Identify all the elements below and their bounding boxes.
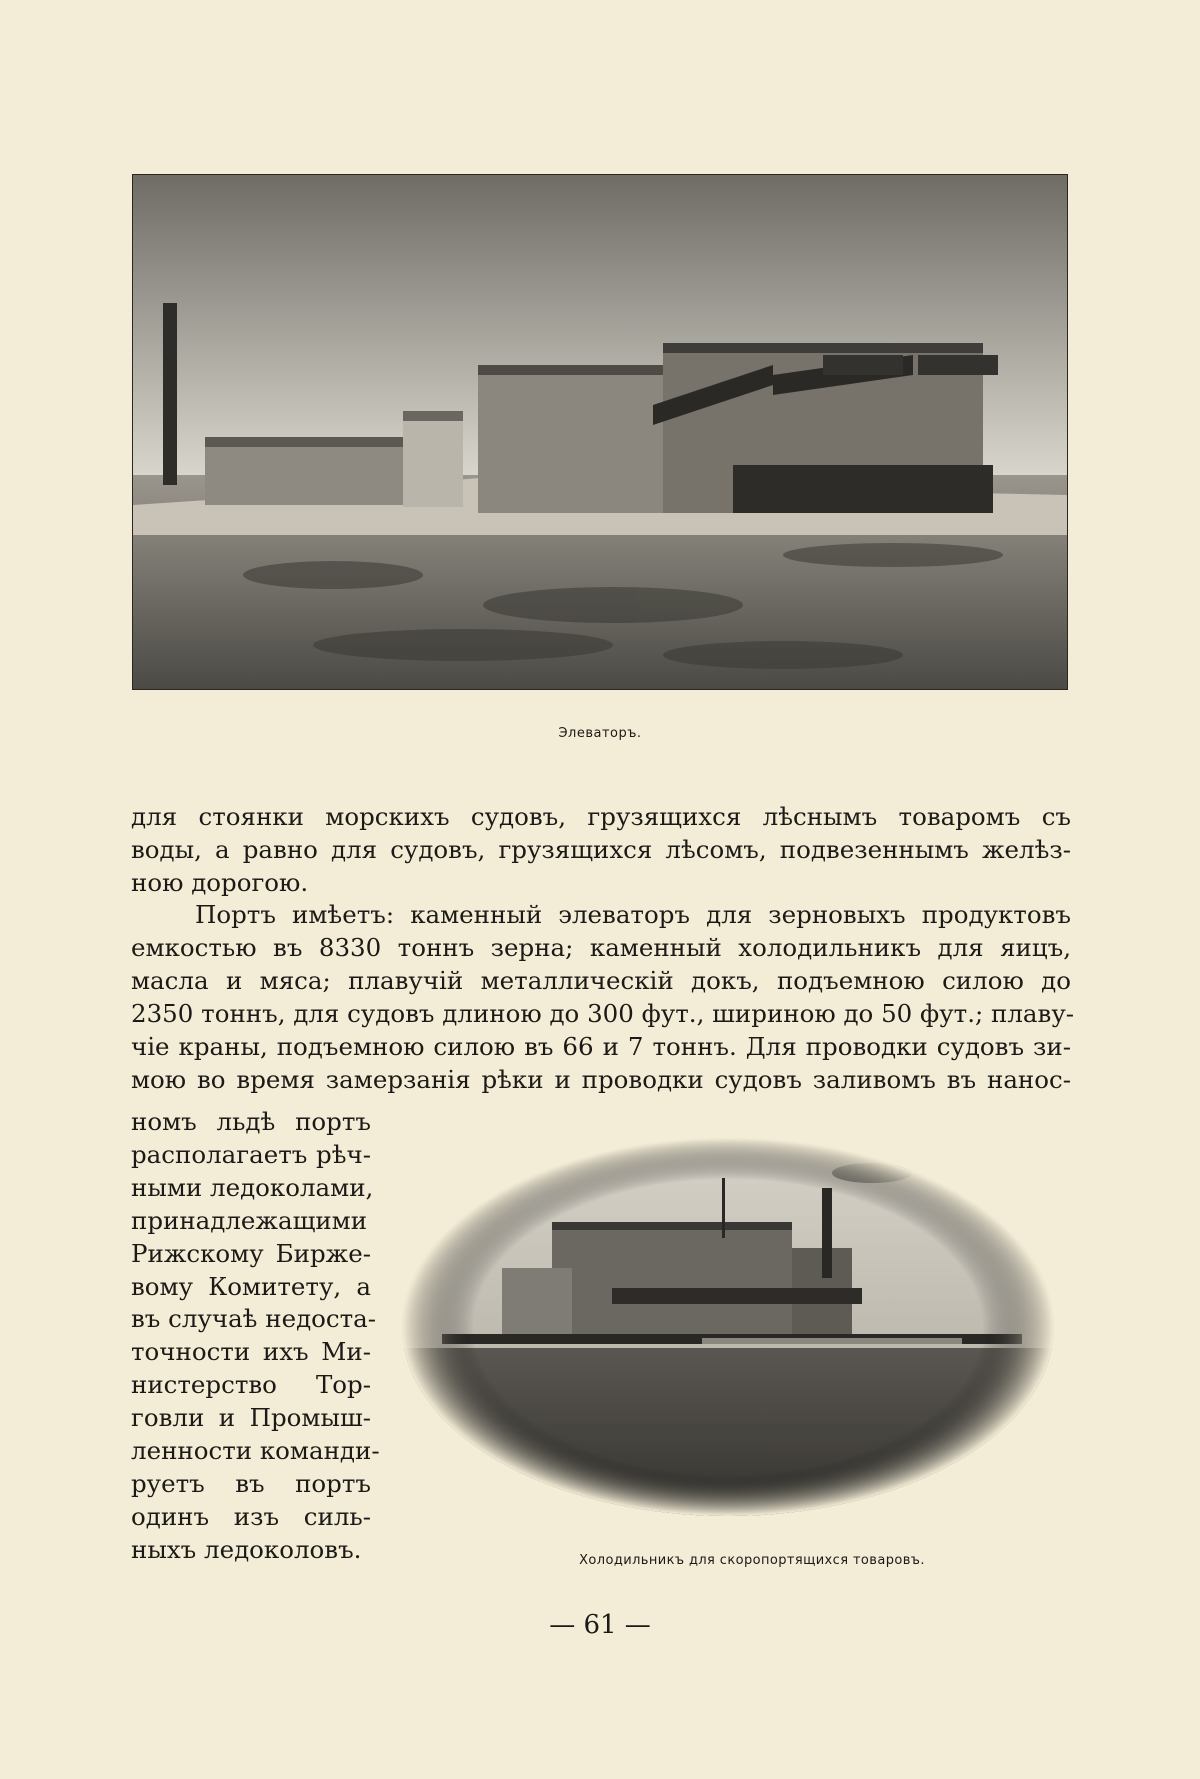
text-line: мою во время замерзанія рѣки и проводки судовъ заливомъ въ нанос- xyxy=(131,1065,1071,1094)
refrigerator-photo-image xyxy=(402,1138,1054,1516)
refrigerator-photograph xyxy=(402,1138,1054,1516)
refrigerator-photo-caption: Холодильникъ для скоропортящихся товаровъ. xyxy=(579,1553,925,1568)
text-line: ленности команди- xyxy=(131,1436,380,1466)
narrow-column-text xyxy=(131,1106,380,1567)
text-line: нистерство Тор- xyxy=(131,1370,371,1400)
text-line: руетъ въ портъ xyxy=(131,1468,371,1498)
text-line: масла и мяса; плавучій металлическій докъ, подъемною силою до xyxy=(131,966,1071,995)
text-line: Рижскому Бирже- xyxy=(131,1238,371,1268)
text-line: вому Комитету, а xyxy=(131,1271,371,1301)
text-line: располагаетъ рѣч- xyxy=(131,1139,371,1169)
text-line: чіе краны, подъемною силою въ 66 и 7 тоннъ. Для проводки судовъ зи- xyxy=(131,1032,1071,1061)
text-line: воды, а равно для судовъ, грузящихся лѣсомъ, подвезеннымъ желѣз- xyxy=(131,835,1071,864)
text-line: одинъ изъ силь- xyxy=(131,1501,371,1531)
elevator-photo-image xyxy=(133,175,1067,689)
elevator-photograph xyxy=(132,174,1068,690)
text-line: Портъ имѣетъ: каменный элеваторъ для зерновыхъ продуктовъ xyxy=(195,900,1071,929)
text-line: говли и Промыш- xyxy=(131,1403,371,1433)
paragraph-1 xyxy=(131,800,1071,899)
text-line: точности ихъ Ми- xyxy=(131,1337,371,1367)
text-line: номъ льдѣ портъ xyxy=(131,1107,371,1136)
text-line: для стоянки морскихъ судовъ, грузящихся лѣснымъ товаромъ съ xyxy=(131,802,1071,831)
paragraph-2 xyxy=(131,898,1075,1096)
text-line: емкостью въ 8330 тоннъ зерна; каменный холодильникъ для яицъ, xyxy=(131,933,1071,962)
text-line: ныхъ ледоколовъ. xyxy=(131,1534,362,1564)
text-line: 2350 тоннъ, для судовъ длиною до 300 фут., шириною до 50 фут.; плаву- xyxy=(131,999,1075,1028)
page-number: — 61 — xyxy=(549,1610,651,1640)
text-line: въ случаѣ недоста- xyxy=(131,1304,377,1334)
text-line: ною дорогою. xyxy=(131,868,309,897)
elevator-photo-caption: Элеваторъ. xyxy=(558,726,642,741)
text-line: ными ледоколами, xyxy=(131,1172,374,1202)
text-line: принадлежащими xyxy=(131,1205,368,1235)
